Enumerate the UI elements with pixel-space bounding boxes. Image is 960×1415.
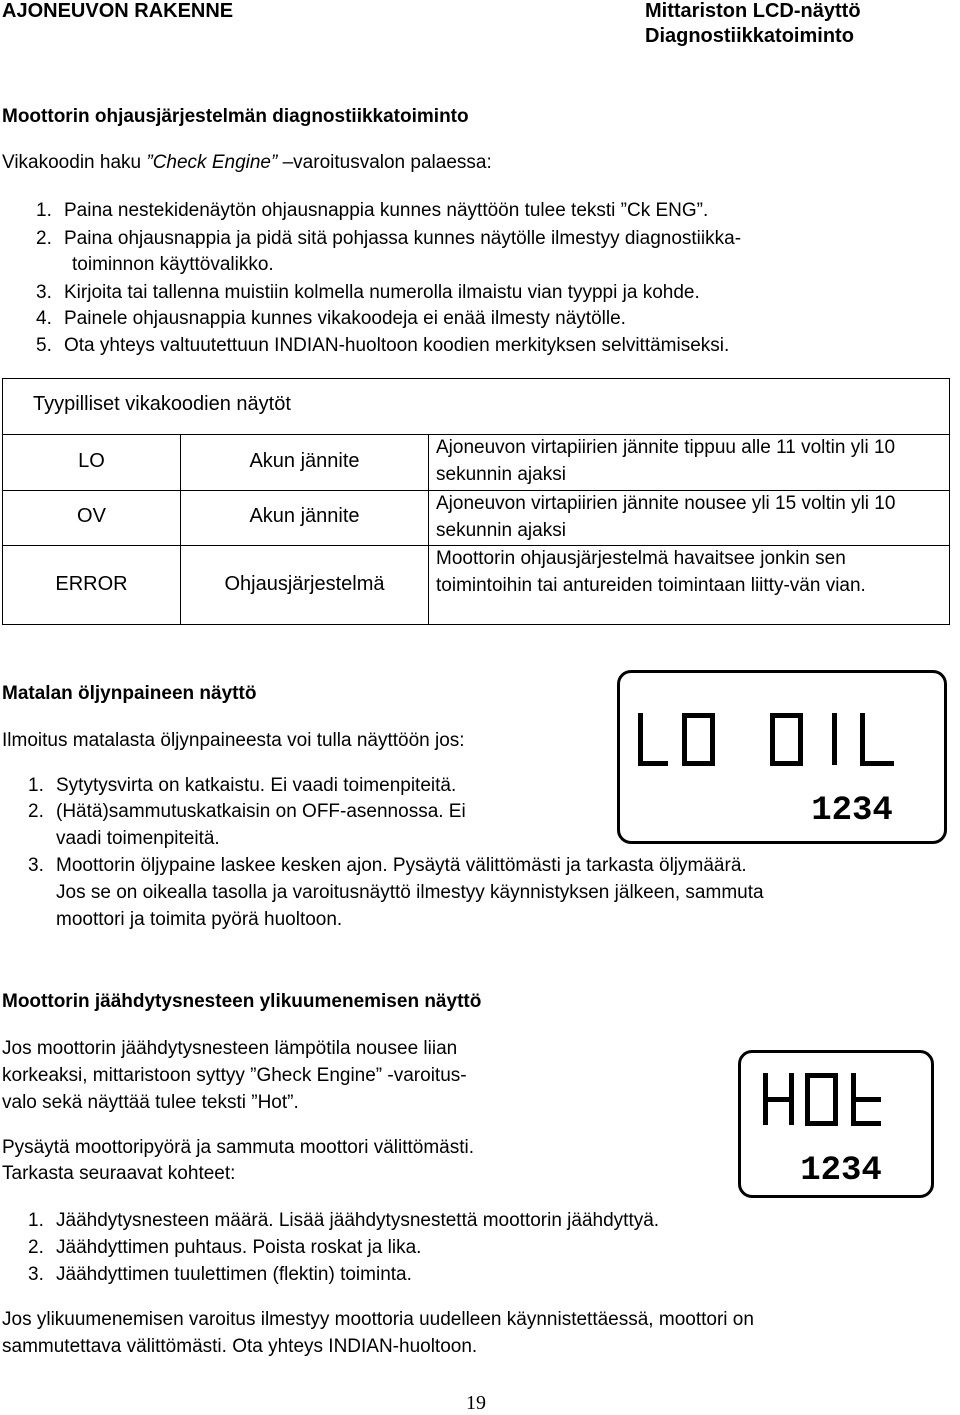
closing-line2: sammutettava välittömästi. Ota yhteys INDIAN-huoltoon. — [2, 1336, 478, 1357]
step-text: Ota yhteys valtuutettuun INDIAN-huoltoon koodien merkityksen selvittämiseksi. — [64, 335, 730, 356]
table-cell-item: Akun jännite — [249, 505, 360, 527]
header-right-line2: Diagnostiikkatoiminto — [645, 25, 854, 47]
item-number: 2. — [28, 1237, 44, 1258]
section1-intro — [2, 150, 492, 176]
lcd-lo-oil-display — [617, 670, 947, 844]
item-number: 3. — [28, 1264, 44, 1285]
table-cell-code: ERROR — [55, 573, 128, 595]
step-4 — [36, 306, 626, 332]
table-caption: Tyypilliset vikakoodien näytöt — [33, 393, 291, 415]
lcd-lo-oil-sub: 1234 — [811, 792, 893, 830]
section3-para1-line1: Jos moottorin jäähdytysnesteen lämpötila nousee liian — [2, 1038, 458, 1059]
table-cell-desc: Ajoneuvon virtapiirien jännite tippuu alle 11 voltin yli 10 sekunnin ajaksi — [436, 437, 896, 485]
header-left: AJONEUVON RAKENNE — [2, 0, 234, 22]
oil-item-3-cont: moottori ja toimita pyörä huoltoon. — [56, 909, 343, 930]
table-cell-code: OV — [77, 505, 106, 527]
step-number: 4. — [36, 308, 52, 329]
fault-code-table — [2, 378, 950, 625]
item-text: Moottorin öljypaine laskee kesken ajon. Pysäytä välittömästi ja tarkasta öljymäärä. — [56, 855, 747, 876]
item-text: Jäähdyttimen tuulettimen (flektin) toiminta. — [56, 1264, 412, 1285]
step-text: Paina nestekidenäytön ohjausnappia kunnes näyttöön tulee teksti ”Ck ENG”. — [64, 200, 709, 221]
item-number: 2. — [28, 801, 44, 822]
lcd-hot-segments — [741, 1053, 931, 1195]
oil-item-3-cont: Jos se on oikealla tasolla ja varoitusnäyttö ilmestyy käynnistyksen jälkeen, sammuta — [56, 882, 764, 903]
section2-intro: Ilmoitus matalasta öljynpaineesta voi tulla näyttöön jos: — [2, 730, 465, 751]
intro-part-c: –varoitusvalon palaessa: — [277, 152, 492, 173]
closing-line1: Jos ylikuumenemisen varoitus ilmestyy moottoria uudelleen käynnistettäessä, moottori on — [2, 1309, 754, 1330]
page-number: 19 — [466, 1392, 486, 1414]
step-number: 1. — [36, 200, 52, 221]
step-1 — [36, 198, 708, 224]
step-2 — [36, 226, 741, 252]
header-right-line1: Mittariston LCD-näyttö — [645, 0, 861, 22]
section2-title: Matalan öljynpaineen näyttö — [2, 683, 257, 704]
step-text: Painele ohjausnappia kunnes vikakoodeja ei enää ilmesty näytölle. — [64, 308, 626, 329]
table-cell-code: LO — [78, 450, 105, 472]
table-cell-desc: Moottorin ohjausjärjestelmä havaitsee jonkin sen toimintoihin tai antureiden toimintaan liitty-vän vian. — [436, 548, 866, 596]
table-column-divider — [428, 434, 429, 624]
step-number: 3. — [36, 282, 52, 303]
item-text: (Hätä)sammutuskatkaisin on OFF-asennossa. Ei — [56, 801, 466, 822]
item-number: 3. — [28, 855, 44, 876]
section3-title: Moottorin jäähdytysnesteen ylikuumenemisen näyttö — [2, 991, 482, 1012]
section3-para1-line3: valo sekä näyttää tulee teksti ”Hot”. — [2, 1092, 299, 1113]
step-number: 2. — [36, 228, 52, 249]
hot-item-2 — [28, 1235, 421, 1261]
table-cell-item: Akun jännite — [249, 450, 360, 472]
section3-para2-line2: Tarkasta seuraavat kohteet: — [2, 1163, 236, 1184]
intro-part-b: ”Check Engine” — [146, 152, 278, 173]
step-5 — [36, 333, 729, 359]
oil-item-2 — [28, 799, 466, 825]
section1-title: Moottorin ohjausjärjestelmän diagnostiikkatoiminto — [2, 106, 469, 127]
oil-item-2-cont: vaadi toimenpiteitä. — [56, 828, 220, 849]
lcd-lo-oil-segments — [620, 673, 944, 841]
step-3 — [36, 280, 700, 306]
table-cell-item: Ohjausjärjestelmä — [224, 573, 385, 595]
section3-para2-line1: Pysäytä moottoripyörä ja sammuta moottori välittömästi. — [2, 1137, 475, 1158]
hot-item-3 — [28, 1262, 412, 1288]
lcd-hot-display — [738, 1050, 934, 1198]
step-text: Kirjoita tai tallenna muistiin kolmella numerolla ilmaistu vian tyyppi ja kohde. — [64, 282, 700, 303]
item-text: Sytytysvirta on katkaistu. Ei vaadi toimenpiteitä. — [56, 775, 457, 796]
table-cell-desc: Ajoneuvon virtapiirien jännite nousee yli 15 voltin yli 10 sekunnin ajaksi — [436, 493, 896, 541]
step-2-cont: toiminnon käyttövalikko. — [72, 254, 274, 275]
item-number: 1. — [28, 1210, 44, 1231]
item-number: 1. — [28, 775, 44, 796]
item-text: Jäähdytysnesteen määrä. Lisää jäähdytysnestettä moottorin jäähdyttyä. — [56, 1210, 660, 1231]
step-text: Paina ohjausnappia ja pidä sitä pohjassa kunnes näytölle ilmestyy diagnostiikka- — [64, 228, 742, 249]
hot-item-1 — [28, 1208, 659, 1234]
oil-item-3 — [28, 853, 747, 879]
lcd-hot-sub: 1234 — [800, 1152, 882, 1190]
step-number: 5. — [36, 335, 52, 356]
item-text: Jäähdyttimen puhtaus. Poista roskat ja lika. — [56, 1237, 422, 1258]
section3-para1-line2: korkeaksi, mittaristoon syttyy ”Gheck Engine” -varoitus- — [2, 1065, 467, 1086]
oil-item-1 — [28, 773, 456, 799]
intro-part-a: Vikakoodin haku — [2, 152, 147, 173]
